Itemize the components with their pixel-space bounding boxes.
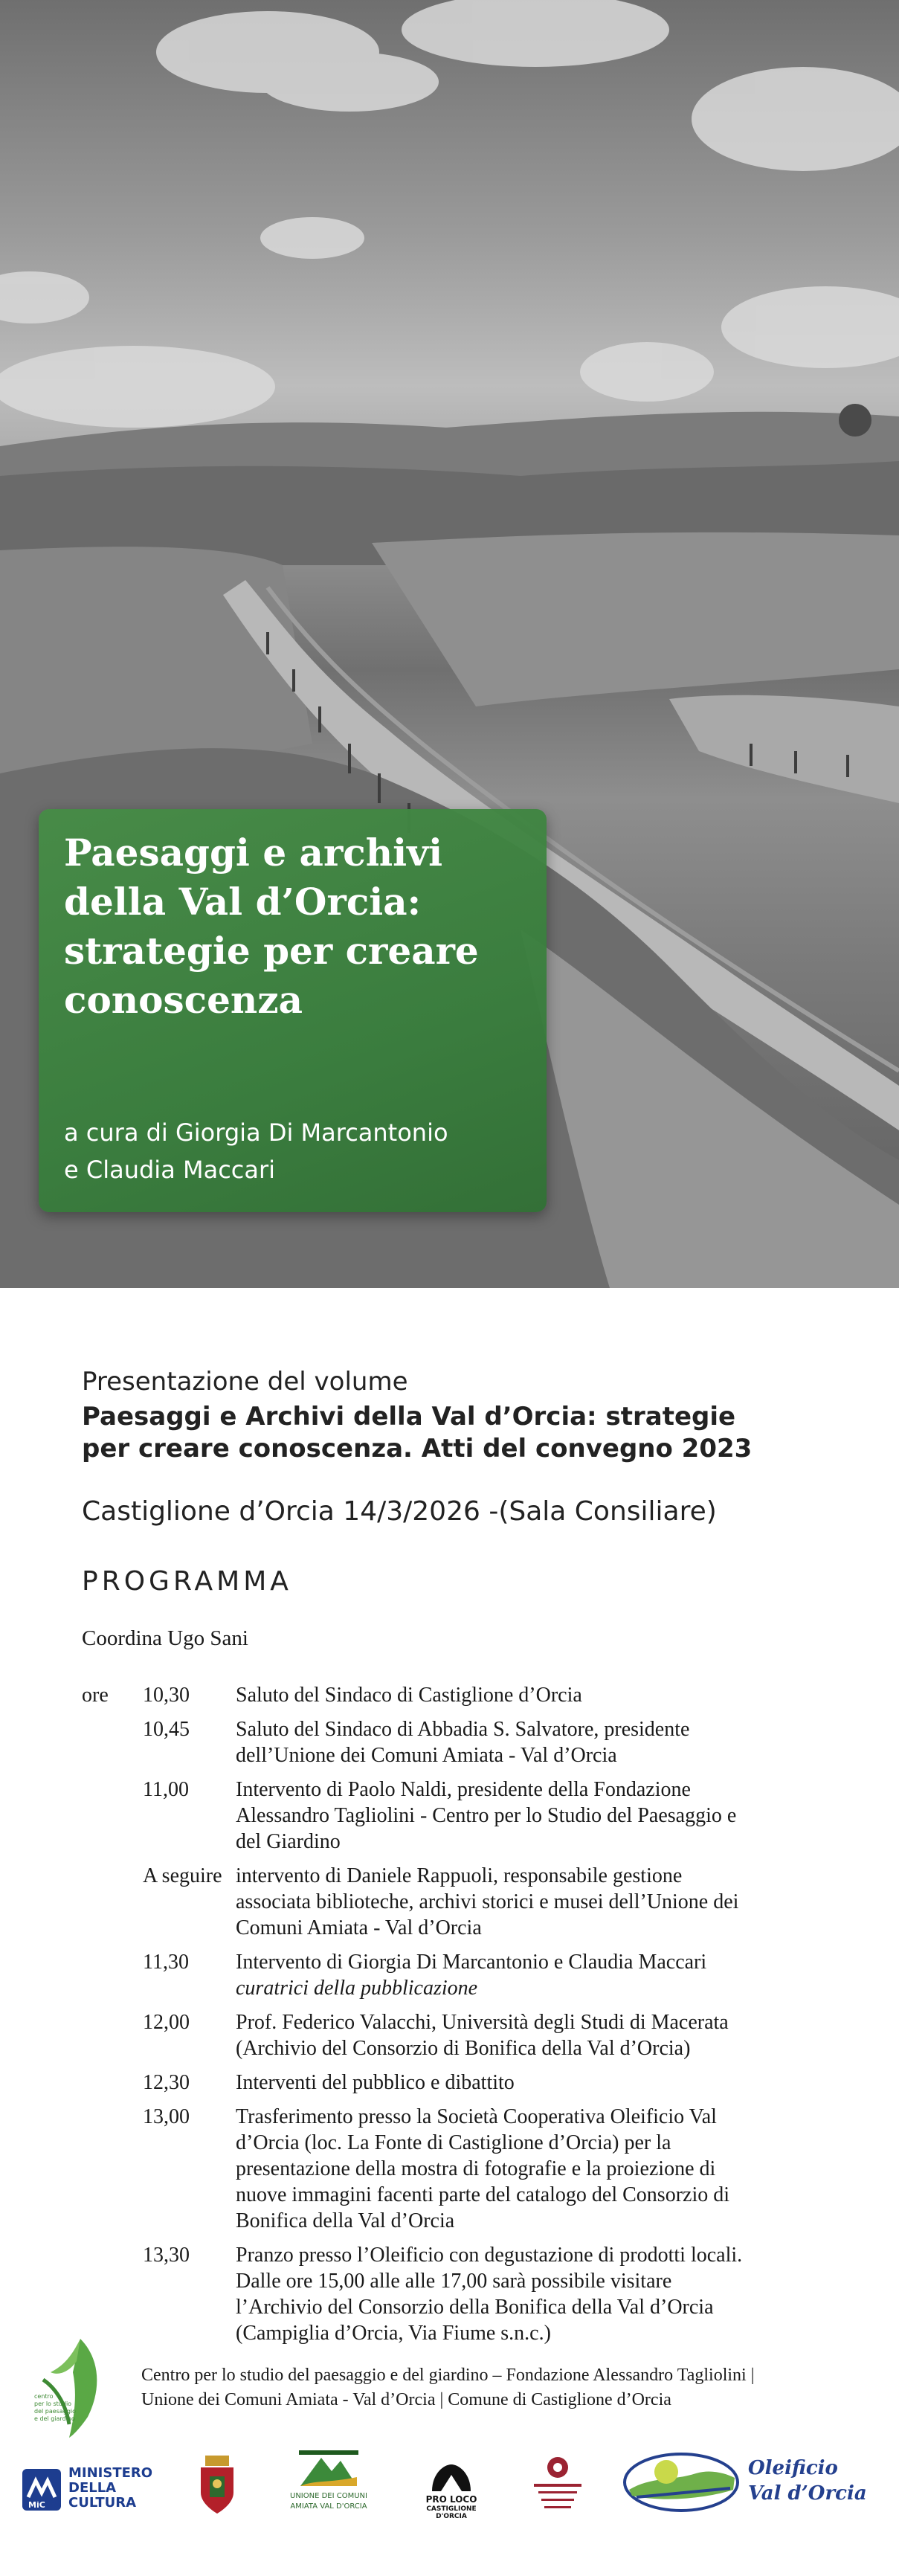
- description-line: Pranzo presso l’Oleificio con degustazione di prodotti locali.: [236, 2244, 743, 2267]
- schedule-description: [236, 1777, 825, 1855]
- svg-text:del paesaggio: del paesaggio: [34, 2408, 77, 2415]
- curatori-line: e Claudia Maccari: [64, 1156, 276, 1184]
- description-line: Intervento di Giorgia Di Marcantonio e Claudia Maccari: [236, 1951, 707, 1974]
- schedule-row: [82, 2070, 825, 2096]
- moderator: Coordina Ugo Sani: [82, 1626, 248, 1650]
- description-line: (Campiglia d’Orcia, Via Fiume s.n.c.): [236, 2322, 551, 2345]
- comune-castiglione-crest: [195, 2454, 239, 2515]
- schedule: [82, 1682, 825, 2354]
- curatori-line: a cura di Giorgia Di Marcantonio: [64, 1118, 448, 1147]
- schedule-time: 10,45: [143, 1718, 190, 1741]
- schedule-row: [82, 1682, 825, 1708]
- schedule-row: [82, 1777, 825, 1855]
- schedule-row: [82, 1863, 825, 1941]
- schedule-time: 12,30: [143, 2071, 190, 2094]
- presentation-intro: Presentazione del volume: [82, 1367, 408, 1397]
- description-line: Alessandro Tagliolini - Centro per lo Studio del Paesaggio e: [236, 1804, 737, 1827]
- mic-label-line: CULTURA: [68, 2495, 137, 2511]
- description-line: Bonifica della Val d’Orcia: [236, 2209, 455, 2232]
- description-line: associata biblioteche, archivi storici e musei dell’Unione dei: [236, 1890, 739, 1913]
- oleificio-landscape-icon: [622, 2451, 741, 2514]
- pro-loco-logo: [410, 2463, 492, 2518]
- mic-label-line: MINISTERO: [68, 2465, 153, 2481]
- schedule-description: [236, 2104, 825, 2234]
- ordine-architetti-logo: [521, 2454, 595, 2521]
- volume-title: [82, 1401, 796, 1465]
- description-line: d’Orcia (loc. La Fonte di Castiglione d’Orcia) per la: [236, 2131, 671, 2154]
- mountain-icon: [299, 2450, 358, 2488]
- schedule-description: [236, 2242, 825, 2346]
- schedule-description: [236, 2070, 825, 2096]
- oleificio-label-line: Val d’Orcia: [748, 2482, 867, 2505]
- schedule-time: 10,30: [143, 1684, 190, 1707]
- ministero-cultura-logo: [21, 2465, 155, 2514]
- schedule-row: [82, 1949, 825, 2001]
- volume-title-line: Paesaggi e Archivi della Val d’Orcia: strategie: [82, 1402, 736, 1432]
- unione-label-line: UNIONE DEI COMUNI: [290, 2492, 367, 2500]
- cover-title-line: Paesaggi e archivi: [64, 831, 443, 875]
- schedule-time: 13,30: [143, 2244, 190, 2267]
- mic-label-line: DELLA: [68, 2480, 117, 2496]
- oleificio-val-dorcia-logo: [622, 2451, 874, 2514]
- programma-heading: PROGRAMMA: [82, 1566, 292, 1597]
- description-line: Prof. Federico Valacchi, Università degli Studi di Macerata: [236, 2011, 729, 2034]
- schedule-row: [82, 2009, 825, 2061]
- event-location-date: Castiglione d’Orcia 14/3/2026 -(Sala Consiliare): [82, 1496, 717, 1527]
- description-italic-line: curatrici della pubblicazione: [236, 1977, 478, 2000]
- description-line: del Giardino: [236, 1830, 341, 1853]
- cover-curatori: [64, 1114, 540, 1188]
- ore-label: ore: [82, 1684, 109, 1707]
- pro-loco-emblem-icon: [429, 2463, 474, 2493]
- footer-line: Unione dei Comuni Amiata - Val d’Orcia | Comune di Castiglione d’Orcia: [141, 2390, 671, 2409]
- description-line: Trasferimento presso la Società Cooperativa Oleificio Val: [236, 2105, 717, 2128]
- volume-title-line: per creare conoscenza. Atti del convegno 2023: [82, 1434, 753, 1464]
- svg-text:MiC: MiC: [28, 2500, 45, 2510]
- cover-title-line: conoscenza: [64, 978, 303, 1022]
- tagliolini-foundation-logo: [28, 2335, 110, 2439]
- schedule-description: [236, 1716, 825, 1768]
- coat-of-arms-icon: [195, 2454, 239, 2515]
- schedule-time: 12,00: [143, 2011, 190, 2034]
- description-line: Comuni Amiata - Val d’Orcia: [236, 1916, 482, 1939]
- description-line: presentazione della mostra di fotografie e la proiezione di: [236, 2157, 716, 2180]
- leaf-figure-icon: [28, 2335, 110, 2439]
- description-line: intervento di Daniele Rappuoli, responsabile gestione: [236, 1864, 683, 1887]
- schedule-time: 13,00: [143, 2105, 190, 2128]
- description-line: l’Archivio del Consorzio della Bonifica della Val d’Orcia: [236, 2296, 714, 2319]
- description-line: Saluto del Sindaco di Abbadia S. Salvatore, presidente: [236, 1718, 690, 1741]
- pro-loco-label-line: CASTIGLIONE D'ORCIA: [426, 2505, 477, 2520]
- schedule-description: [236, 1949, 825, 2001]
- schedule-time: 11,00: [143, 1778, 189, 1801]
- schedule-row: [82, 1716, 825, 1768]
- description-line: Saluto del Sindaco di Castiglione d’Orcia: [236, 1684, 582, 1707]
- footer-organizers: [141, 2363, 885, 2412]
- cover-title: [64, 828, 540, 1025]
- cover-title-line: strategie per creare: [64, 929, 479, 973]
- description-line: nuove immagini facenti parte del catalogo del Consorzio di: [236, 2183, 730, 2206]
- unione-comuni-logo: [277, 2450, 381, 2519]
- unione-label-line: AMIATA VAL D'ORCIA: [290, 2502, 367, 2511]
- schedule-row: [82, 2242, 825, 2346]
- schedule-description: [236, 2009, 825, 2061]
- pro-loco-label-line: PRO LOCO: [425, 2494, 477, 2505]
- description-line: (Archivio del Consorzio di Bonifica della Val d’Orcia): [236, 2037, 691, 2060]
- architects-emblem-icon: [521, 2454, 595, 2521]
- svg-text:per lo studio: per lo studio: [34, 2400, 72, 2407]
- svg-text:centro: centro: [34, 2393, 54, 2400]
- cover-title-box: [39, 809, 547, 1212]
- oleificio-label-line: Oleificio: [748, 2457, 838, 2479]
- schedule-time: A seguire: [143, 1864, 222, 1887]
- description-line: Interventi del pubblico e dibattito: [236, 2071, 515, 2094]
- description-line: Dalle ore 15,00 alle alle 17,00 sarà possibile visitare: [236, 2270, 672, 2293]
- schedule-time: 11,30: [143, 1951, 189, 1974]
- schedule-description: [236, 1682, 825, 1708]
- cover-title-line: della Val d’Orcia:: [64, 880, 422, 924]
- description-line: dell’Unione dei Comuni Amiata - Val d’Orcia: [236, 1744, 617, 1767]
- mic-emblem-icon: [21, 2467, 62, 2512]
- description-line: Intervento di Paolo Naldi, presidente della Fondazione: [236, 1778, 691, 1801]
- svg-text:e del giardino: e del giardino: [34, 2415, 75, 2422]
- schedule-row: [82, 2104, 825, 2234]
- schedule-description: [236, 1863, 825, 1941]
- footer-line: Centro per lo studio del paesaggio e del giardino – Fondazione Alessandro Tagliolini |: [141, 2366, 755, 2385]
